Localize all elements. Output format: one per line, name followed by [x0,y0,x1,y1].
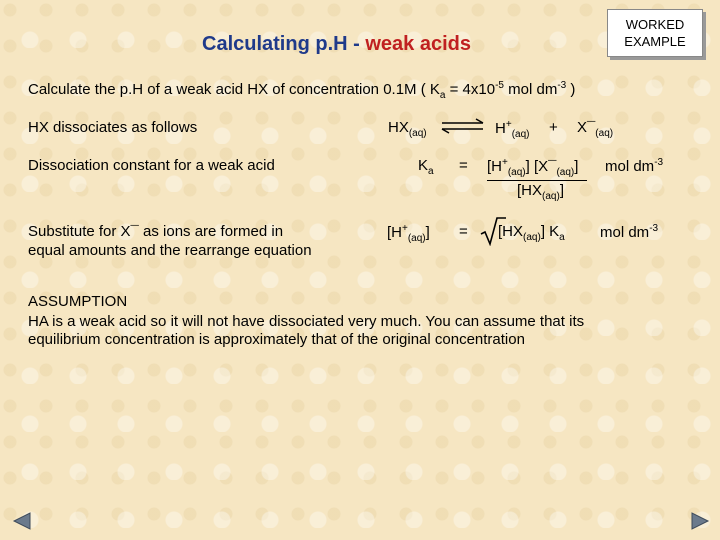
eq2-unit [605,157,663,175]
eq2-denominator [517,182,564,202]
question-pre: Calculate the p.H of a weak acid HX of concentration 0.1M ( K [28,81,440,98]
eq2-k: K [418,157,429,174]
row-constant: Dissociation constant for a weak acid [28,157,275,174]
eq1-h-sub: (aq) [511,129,530,140]
eq1-h-sup: + [505,119,512,130]
eq2-unit-text: mol dm [605,158,655,175]
eq3-lhs-sup: + [402,223,408,234]
eq2-k-sub: a [428,166,434,177]
equilibrium-arrow-icon [440,118,485,134]
eq2-num-a: [H [487,158,502,175]
triangle-right-icon[interactable] [690,512,710,530]
eq3-rhs-sub: (aq) [523,232,541,243]
eq3-unit-text: mol dm [600,224,650,241]
page-title [202,33,471,56]
eq3-rhs-mid: ] K [540,223,560,240]
eq1-plus: + [549,119,558,136]
eq2-ka [418,157,434,177]
eq1-x: X¯ [577,119,596,136]
assumption-line1: HA is a weak acid so it will not have dissociated very much. You can assume that its [28,313,585,330]
eq1-x-sub: (aq) [595,128,614,139]
eq2-num-mid: ] [X¯ [525,158,557,175]
assumption-heading: ASSUMPTION [28,293,128,310]
title-main: Calculating p.H - [202,33,366,55]
question-close: ) [566,81,576,98]
question-text [28,80,575,101]
question-unit: mol dm [503,81,558,98]
question-mid: = 4x10 [445,81,496,98]
eq3-rhs-a: [HX [498,223,524,240]
eq3-lhs-a: [H [387,224,402,241]
eq2-num-end: ] [574,158,579,175]
eq3-lhs [387,223,430,244]
eq3-unit-exp: -3 [649,223,659,234]
eq2-num-sup: + [502,157,508,168]
eq2-num-sub: (aq) [507,167,526,178]
eq3-lhs-sub: (aq) [407,233,426,244]
eq2-unit-exp: -3 [654,157,664,168]
eq2-num-sub2: (aq) [556,167,575,178]
eq2-numerator [487,157,578,178]
eq1-lhs [388,119,427,139]
row-substitute-1: Substitute for X¯ as ions are formed in [28,223,284,240]
eq2-den: [HX [517,182,543,199]
eq1-hx-sub: (aq) [408,128,427,139]
badge-line2: EXAMPLE [624,34,686,49]
assumption-line2: equilibrium concentration is approximately that of the original concentration [28,331,525,348]
eq3-unit [600,223,658,241]
fraction-line [487,180,587,181]
row-dissociates: HX dissociates as follows [28,119,198,136]
eq3-rhs [498,223,565,243]
eq2-equals: = [459,157,468,174]
eq2-den-sub: (aq) [542,191,560,202]
eq2-den-end: ] [559,182,564,199]
eq1-h: H [495,120,506,137]
eq1-h-ion [495,119,529,140]
question-ka-sub: a [439,90,446,101]
eq1-x-ion [577,119,613,139]
title-accent: weak acids [365,33,471,55]
eq1-hx: HX [388,119,409,136]
eq3-rhs-sub2: a [559,232,565,243]
badge-line1: WORKED [625,17,685,32]
triangle-left-icon[interactable] [12,512,32,530]
question-unit-exp: -3 [557,80,567,91]
eq3-lhs-end: ] [425,224,430,241]
eq3-equals: = [459,223,468,240]
row-substitute-2: equal amounts and the rearrange equation [28,242,312,259]
question-exp: -5 [495,80,504,91]
worked-example-badge [607,9,703,57]
